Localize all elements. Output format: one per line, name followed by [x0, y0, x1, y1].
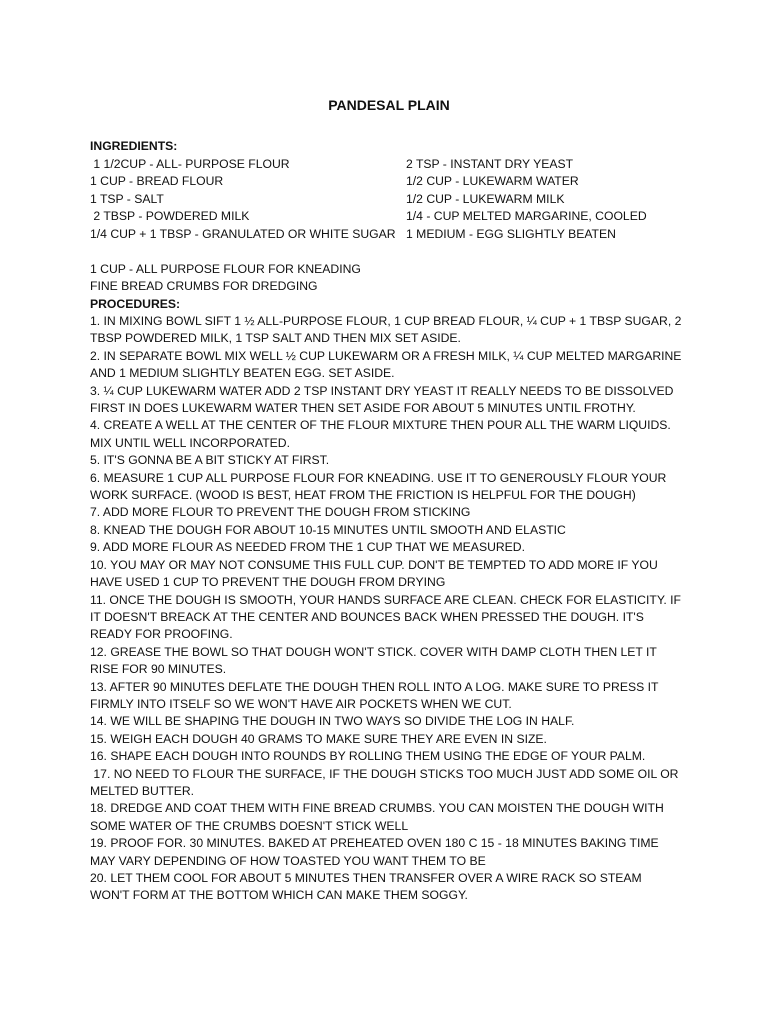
procedure-step: 12. GREASE THE BOWL SO THAT DOUGH WON'T STICK. COVER WITH DAMP CLOTH THEN LET IT RISE FOR 90 MINUTES.	[90, 644, 661, 677]
procedure-step: 4. CREATE A WELL AT THE CENTER OF THE FLOUR MIXTURE THEN POUR ALL THE WARM LIQUIDS. MIX UNTIL WELL INCORPORATED.	[90, 418, 675, 450]
ingredient-item: 1 MEDIUM - EGG SLIGHTLY BEATEN	[406, 226, 616, 241]
procedure-step: 9. ADD MORE FLOUR AS NEEDED FROM THE 1 CUP THAT WE MEASURED.	[90, 540, 525, 555]
procedure-step: 15. WEIGH EACH DOUGH 40 GRAMS TO MAKE SURE THEY ARE EVEN IN SIZE.	[90, 731, 547, 746]
ingredient-item: 1 TSP - SALT	[90, 191, 164, 206]
procedure-step: 8. KNEAD THE DOUGH FOR ABOUT 10-15 MINUTES UNTIL SMOOTH AND ELASTIC	[90, 522, 566, 537]
procedure-step: 11. ONCE THE DOUGH IS SMOOTH, YOUR HANDS SURFACE ARE CLEAN. CHECK FOR ELASTICITY. IF IT DOESN'T BREACK AT THE CENTER AND BOUNCES BACK WHEN PRESSED THE DOUGH. IT'S READY FOR PROOFING.	[90, 592, 685, 642]
ingredients-left-column	[90, 156, 406, 244]
ingredient-item: 1/2 CUP - LUKEWARM MILK	[406, 191, 565, 206]
ingredients-list	[90, 156, 682, 244]
procedure-step: 6. MEASURE 1 CUP ALL PURPOSE FLOUR FOR KNEADING. USE IT TO GENEROUSLY FLOUR YOUR WORK SURFACE. (WOOD IS BEST, HEAT FROM THE FRICTION IS HELPFUL FOR THE DOUGH)	[90, 470, 670, 503]
procedure-step: 5. IT'S GONNA BE A BIT STICKY AT FIRST.	[90, 453, 330, 468]
procedure-step: 1. IN MIXING BOWL SIFT 1 ½ ALL-PURPOSE FLOUR, 1 CUP BREAD FLOUR, ¼ CUP + 1 TBSP SUGAR, 2 TBSP POWDERED MILK, 1 TSP SALT AND THEN MIX SET ASIDE.	[90, 314, 685, 346]
procedure-step: 2. IN SEPARATE BOWL MIX WELL ½ CUP LUKEWARM OR A FRESH MILK, ¼ CUP MELTED MARGARINE AND 1 MEDIUM SLIGHTLY BEATEN EGG. SET ASIDE.	[90, 348, 685, 381]
recipe-title: PANDESAL PLAIN	[328, 97, 450, 113]
procedure-step: 13. AFTER 90 MINUTES DEFLATE THE DOUGH THEN ROLL INTO A LOG. MAKE SURE TO PRESS IT FIRMLY INTO ITSELF SO WE WON'T HAVE AIR POCKETS WHEN WE CUT.	[90, 679, 662, 711]
procedure-step: 7. ADD MORE FLOUR TO PREVENT THE DOUGH FROM STICKING	[90, 505, 471, 520]
ingredients-label: INGREDIENTS:	[90, 139, 178, 153]
procedure-step: 3. ¼ CUP LUKEWARM WATER ADD 2 TSP INSTANT DRY YEAST IT REALLY NEEDS TO BE DISSOLVED FIRST IN DOES LUKEWARM WATER THEN SET ASIDE FOR ABOUT 5 MINUTES UNTIL FROTHY.	[90, 383, 677, 416]
procedure-step: 19. PROOF FOR. 30 MINUTES. BAKED AT PREHEATED OVEN 180 C 15 - 18 MINUTES BAKING TIME MAY VARY DEPENDING OF HOW TOASTED YOU WANT THEM TO BE	[90, 836, 663, 868]
procedure-step: 17. NO NEED TO FLOUR THE SURFACE, IF THE DOUGH STICKS TOO MUCH JUST ADD SOME OIL OR MELTED BUTTER.	[90, 766, 682, 798]
ingredient-item: 1 CUP - BREAD FLOUR	[90, 174, 224, 188]
procedures-label: PROCEDURES:	[90, 296, 181, 311]
ingredient-item: 1/4 CUP + 1 TBSP - GRANULATED OR WHITE SUGAR	[90, 226, 396, 241]
ingredient-item: 1 1/2CUP - ALL- PURPOSE FLOUR	[90, 156, 290, 171]
extra-ingredient-item: FINE BREAD CRUMBS FOR DREDGING	[90, 279, 318, 293]
extra-ingredients	[90, 261, 682, 296]
ingredients-right-column	[406, 156, 682, 244]
procedures-list	[90, 313, 685, 905]
procedure-step: 20. LET THEM COOL FOR ABOUT 5 MINUTES THEN TRANSFER OVER A WIRE RACK SO STEAM WON'T FORM AT THE BOTTOM WHICH CAN MAKE THEM SOGGY.	[90, 871, 646, 903]
procedure-step: 10. YOU MAY OR MAY NOT CONSUME THIS FULL CUP. DON'T BE TEMPTED TO ADD MORE IF YOU HAVE USED 1 CUP TO PREVENT THE DOUGH FROM DRYING	[90, 557, 662, 590]
ingredient-item: 2 TSP - INSTANT DRY YEAST	[406, 156, 574, 171]
procedure-step: 18. DREDGE AND COAT THEM WITH FINE BREAD CRUMBS. YOU CAN MOISTEN THE DOUGH WITH SOME WATER OF THE CRUMBS DOESN'T STICK WELL	[90, 801, 668, 833]
ingredient-item: 2 TBSP - POWDERED MILK	[90, 209, 250, 223]
ingredient-item: 1/4 - CUP MELTED MARGARINE, COOLED	[406, 209, 647, 223]
procedure-step: 14. WE WILL BE SHAPING THE DOUGH IN TWO WAYS SO DIVIDE THE LOG IN HALF.	[90, 714, 575, 729]
ingredient-item: 1/2 CUP - LUKEWARM WATER	[406, 174, 579, 188]
procedure-step: 16. SHAPE EACH DOUGH INTO ROUNDS BY ROLLING THEM USING THE EDGE OF YOUR PALM.	[90, 749, 646, 764]
extra-ingredient-item: 1 CUP - ALL PURPOSE FLOUR FOR KNEADING	[90, 261, 361, 276]
